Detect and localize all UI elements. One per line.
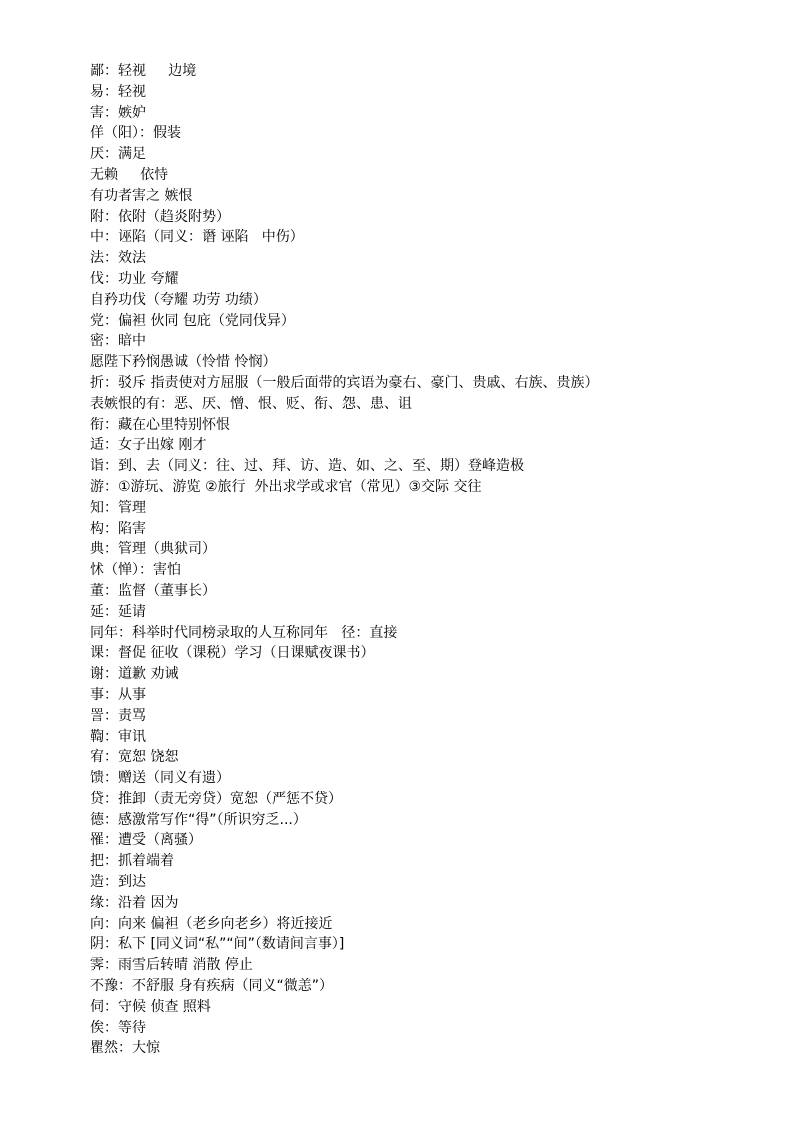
text-line: 适：女子出嫁 刚才	[90, 437, 207, 454]
text-line: 事：从事	[90, 686, 146, 703]
text-line: 折：驳斥 指责使对方屈服（一般后面带的宾语为豪右、豪门、贵戚、右族、贵族）	[90, 374, 599, 391]
text-line: 把：抓着端着	[90, 853, 174, 870]
document-page	[90, 61, 770, 1059]
text-line: 瞿然：大惊	[90, 1040, 160, 1057]
text-line: 缘：沿着 因为	[90, 894, 179, 911]
text-line: 有功者害之 嫉恨	[90, 187, 193, 204]
text-line: 宥：宽恕 饶恕	[90, 749, 179, 766]
text-line: 伺：守候 侦查 照料	[90, 998, 211, 1015]
text-line: 无赖 依恃	[90, 166, 169, 183]
text-line: 怵（惮）：害怕	[90, 562, 181, 579]
text-line: 厌：满足	[90, 146, 146, 163]
text-line: 游：①游玩、游览 ②旅行 外出求学或求官（常见）③交际 交往	[90, 478, 482, 495]
text-line: 詈：责骂	[90, 707, 146, 724]
text-line: 自矜功伐（夸耀 功劳 功绩）	[90, 291, 267, 308]
text-line: 佯（阳）：假装	[90, 125, 181, 142]
text-line: 表嫉恨的有：恶、厌、憎、恨、贬、衔、怨、患、诅	[90, 395, 412, 412]
text-line: 霁：雨雪后转晴 消散 停止	[90, 957, 253, 974]
text-line: 贷：推卸（责无旁贷）宽恕（严惩不贷）	[90, 790, 342, 807]
text-line: 附：依附（趋炎附势）	[90, 208, 230, 225]
text-line: 阴：私下 [同义词“私”“间”（数请间言事）]	[90, 936, 345, 953]
text-line: 法：效法	[90, 250, 146, 267]
text-line: 鄙：轻视 边境	[90, 63, 197, 79]
text-line: 伐：功业 夸耀	[90, 270, 179, 287]
text-line: 害：嫉妒	[90, 104, 146, 121]
text-line: 易：轻视	[90, 83, 146, 100]
text-line: 诣：到、去（同义：往、过、拜、访、造、如、之、至、期）登峰造极	[90, 458, 524, 475]
text-line: 罹：遭受（离骚）	[90, 832, 202, 849]
text-line: 馈：赠送（同义有遗）	[90, 770, 230, 787]
text-line: 构：陷害	[90, 520, 146, 537]
text-line: 延：延请	[90, 603, 146, 620]
text-line: 不豫：不舒服 身有疾病（同义“微恙”）	[90, 978, 333, 995]
text-line: 知：管理	[90, 499, 146, 516]
text-line: 向：向来 偏袒（老乡向老乡）将近接近	[90, 915, 333, 932]
text-line: 衔：藏在心里特别怀恨	[90, 416, 230, 433]
text-line: 课：督促 征收（课税）学习（日课赋夜课书）	[90, 645, 375, 662]
text-line: 愿陛下矜悯愚诚（怜惜 怜悯）	[90, 354, 277, 371]
text-line: 同年：科举时代同榜录取的人互称同年 径：直接	[90, 624, 398, 641]
text-line: 俟：等待	[90, 1019, 146, 1036]
text-line: 董：监督（董事长）	[90, 582, 216, 599]
text-line: 密：暗中	[90, 333, 146, 350]
text-line: 造：到达	[90, 874, 146, 891]
text-line: 典：管理（典狱司）	[90, 541, 216, 558]
text-line: 谢：道歉 劝诫	[90, 666, 179, 683]
text-line: 党：偏袒 伙同 包庇（党同伐异）	[90, 312, 295, 329]
text-line: 鞫：审讯	[90, 728, 146, 745]
text-line: 中：诬陷（同义：谮 诬陷 中伤）	[90, 229, 304, 246]
text-line: 德：感激常写作“得”（所识穷乏...）	[90, 811, 307, 828]
